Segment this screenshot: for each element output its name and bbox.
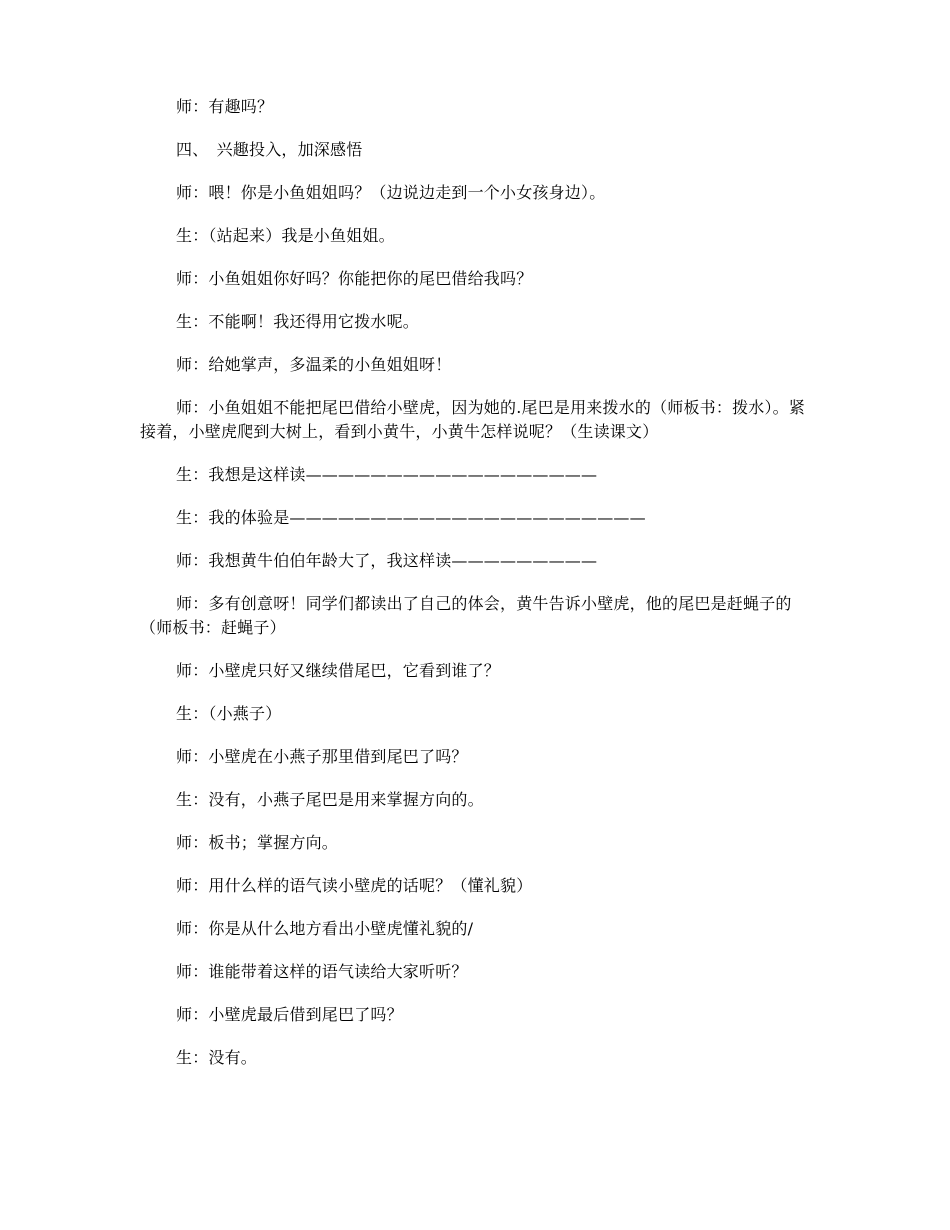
paragraph-15: 师：小壁虎在小燕子那里借到尾巴了吗？ [176,747,468,766]
document-body [140,95,812,1089]
paragraph-9: 生：我想是这样读—————————————————— [176,465,598,484]
section-heading: 四、 兴趣投入，加深感悟 [176,140,363,159]
paragraph-1: 师：有趣吗？ [176,97,274,116]
paragraph-8: 师：小鱼姐姐不能把尾巴借给小壁虎，因为她的.尾巴是用来拨水的（师板书：拨水）。紧接着，小壁虎爬到大树上，看到小黄牛，小黄牛怎样说呢？（生读课文） [140,398,806,441]
paragraph-18: 师：用什么样的语气读小壁虎的话呢？（懂礼貌） [176,876,533,895]
paragraph-4: 生：（站起来）我是小鱼姐姐。 [176,226,395,245]
paragraph-11: 师：我想黄牛伯伯年龄大了，我这样读————————— [176,551,598,570]
paragraph-20: 师：谁能带着这样的语气读给大家听听？ [176,962,468,981]
paragraph-16: 生：没有，小燕子尾巴是用来掌握方向的。 [176,790,484,809]
paragraph-17: 师：板书；掌握方向。 [176,833,339,852]
paragraph-5: 师：小鱼姐姐你好吗？你能把你的尾巴借给我吗？ [176,269,533,288]
paragraph-12: 师：多有创意呀！同学们都读出了自己的体会，黄牛告诉小壁虎，他的尾巴是赶蝇子的（师板书：赶蝇子） [140,594,792,637]
paragraph-13: 师：小壁虎只好又继续借尾巴，它看到谁了？ [176,661,501,680]
paragraph-21: 师：小壁虎最后借到尾巴了吗？ [176,1005,403,1024]
paragraph-3: 师：喂！你是小鱼姐姐吗？（边说边走到一个小女孩身边）。 [176,183,606,202]
paragraph-6: 生：不能啊！我还得用它拨水呢。 [176,312,420,331]
paragraph-19: 师：你是从什么地方看出小壁虎懂礼貌的/ [176,919,474,938]
paragraph-22: 生：没有。 [176,1048,258,1067]
paragraph-14: 生：（小燕子） [176,704,282,723]
paragraph-10: 生：我的体验是—————————————————————— [176,508,646,527]
paragraph-7: 师：给她掌声，多温柔的小鱼姐姐呀！ [176,355,452,374]
